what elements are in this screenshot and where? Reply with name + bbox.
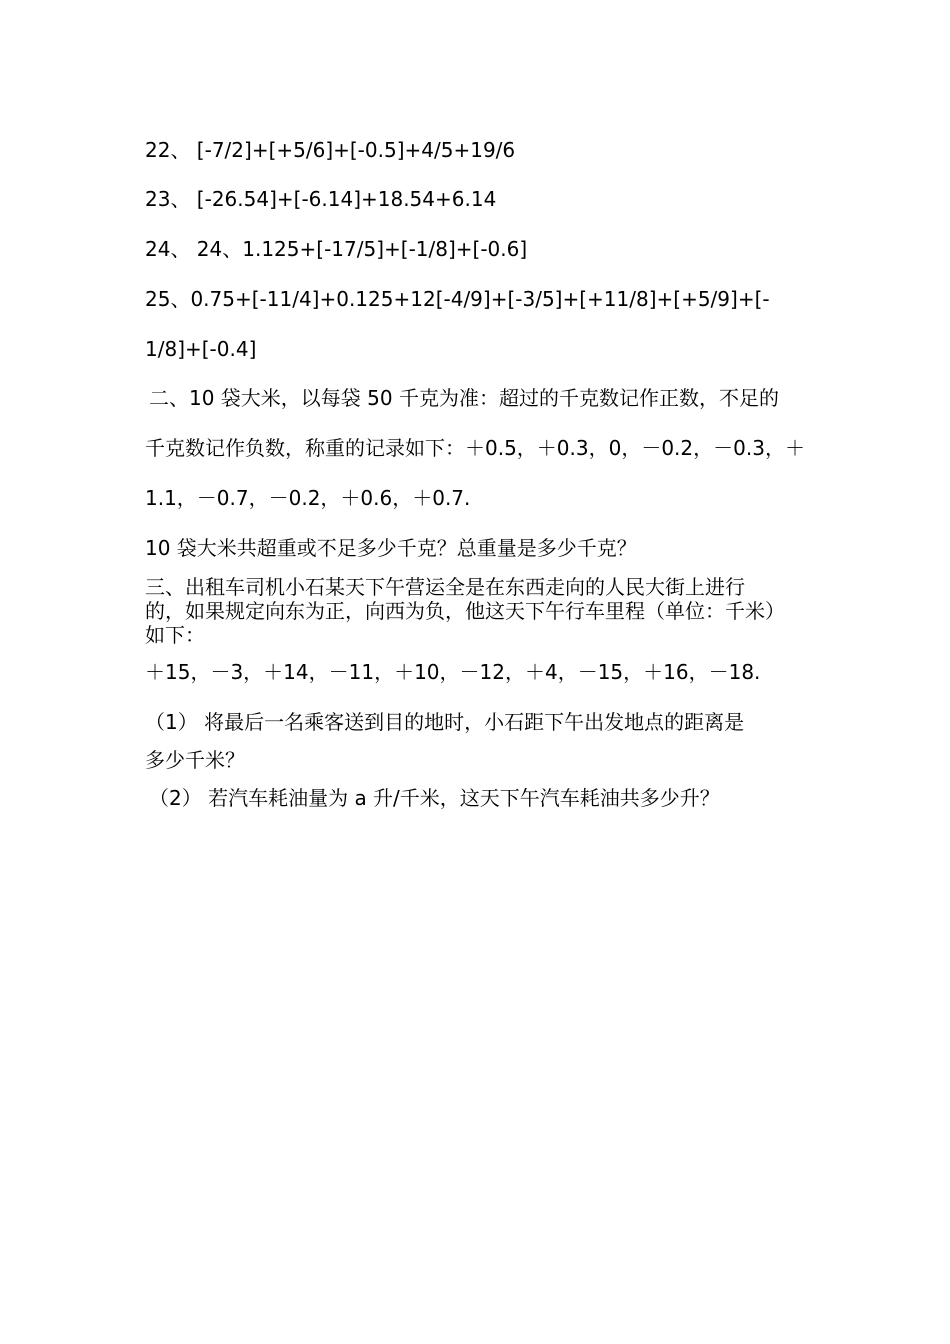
- question-1-line-1: （1） 将最后一名乘客送到目的地时，小石距下午出发地点的距离是: [145, 710, 745, 734]
- section-2-line-2: 千克数记作负数，称重的记录如下：＋0.5，＋0.3，0，－0.2，－0.3，＋: [145, 436, 805, 460]
- section-3-line-1: 三、出租车司机小石某天下午营运全是在东西走向的人民大街上进行: [145, 575, 745, 599]
- section-2-line-1: 二、10 袋大米，以每袋 50 千克为准：超过的千克数记作正数，不足的: [149, 386, 779, 410]
- section-2-question: 10 袋大米共超重或不足多少千克？总重量是多少千克？: [145, 536, 637, 560]
- question-1-line-2: 多少千米？: [145, 748, 245, 772]
- section-3-line-3: 如下：: [145, 623, 205, 647]
- section-2-line-3: 1.1，－0.7，－0.2，＋0.6，＋0.7.: [145, 486, 471, 510]
- mileage-values: ＋15，－3，＋14，－11，＋10，－12，＋4，－15，＋16，－18.: [145, 660, 761, 684]
- problem-25-line-1: 25、0.75+[-11/4]+0.125+12[-4/9]+[-3/5]+[+11/8]+[+5/9]+[-: [145, 287, 770, 311]
- problem-25-line-2: 1/8]+[-0.4]: [145, 337, 257, 361]
- problem-24: 24、 24、1.125+[-17/5]+[-1/8]+[-0.6]: [145, 237, 528, 261]
- question-2: （2） 若汽车耗油量为 a 升/千米，这天下午汽车耗油共多少升？: [149, 786, 720, 810]
- problem-23: 23、 [-26.54]+[-6.14]+18.54+6.14: [145, 187, 497, 211]
- section-3-line-2: 的，如果规定向东为正，向西为负，他这天下午行车里程（单位：千米）: [145, 599, 785, 623]
- problem-22: 22、 [-7/2]+[+5/6]+[-0.5]+4/5+19/6: [145, 138, 516, 162]
